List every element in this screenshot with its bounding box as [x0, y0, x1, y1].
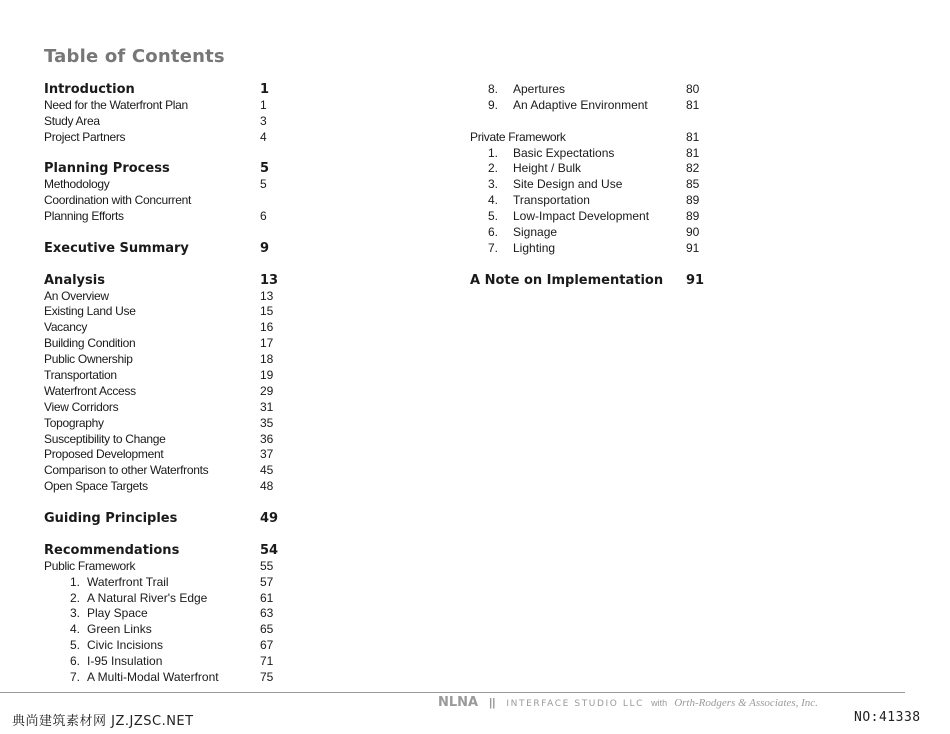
- page-title: Table of Contents: [44, 46, 225, 67]
- toc-page-number: 5: [260, 161, 270, 177]
- toc-entry-number: 2.: [69, 590, 80, 605]
- footer-with: with: [651, 698, 668, 708]
- toc-entry: [470, 225, 720, 241]
- toc-entry: [44, 114, 294, 130]
- toc-entry: [44, 638, 294, 654]
- toc-entry-label: Vacancy: [44, 320, 88, 335]
- toc-spacer: [44, 146, 294, 162]
- toc-entry-label: Transportation: [513, 193, 590, 208]
- toc-section-heading: [44, 511, 294, 527]
- toc-right-column: [470, 82, 720, 289]
- toc-page-number: 15: [260, 304, 274, 319]
- toc-page-number: 91: [686, 240, 700, 255]
- watermark-number: NO:41338: [854, 710, 921, 725]
- toc-entry-label: Coordination with Concurrent: [44, 193, 192, 208]
- watermark-site: 典尚建筑素材网 JZ.JZSC.NET: [12, 714, 194, 729]
- toc-entry: [470, 82, 720, 98]
- footer-divider: [0, 692, 905, 693]
- toc-page-number: 48: [260, 479, 274, 494]
- toc-entry-label: Planning Efforts: [44, 209, 124, 224]
- toc-entry-label: Green Links: [87, 622, 152, 637]
- toc-entry: [44, 130, 294, 146]
- toc-entry-label: A Multi-Modal Waterfront: [87, 669, 219, 684]
- toc-heading-label: Analysis: [44, 272, 105, 288]
- toc-entry: [44, 654, 294, 670]
- toc-entry: [44, 591, 294, 607]
- toc-page-number: 71: [260, 654, 274, 669]
- toc-heading-label: Introduction: [44, 82, 135, 97]
- toc-entry: [470, 193, 720, 209]
- toc-entry-label: A Natural River's Edge: [87, 590, 208, 605]
- toc-entry: [470, 209, 720, 225]
- toc-spacer: [44, 257, 294, 273]
- toc-page-number: 1: [260, 82, 270, 97]
- toc-entry: [44, 352, 294, 368]
- toc-page-number: 61: [260, 590, 274, 605]
- footer-nlna-logo: NLNA: [438, 695, 479, 710]
- toc-section-heading: [44, 82, 294, 98]
- toc-entry: [44, 575, 294, 591]
- footer-separator: ||: [489, 697, 496, 709]
- toc-left-column: [44, 82, 294, 686]
- toc-page-number: 80: [686, 82, 700, 96]
- toc-entry: [44, 622, 294, 638]
- toc-entry-label: Play Space: [87, 606, 148, 621]
- toc-page-number: 82: [686, 161, 700, 176]
- toc-page-number: 81: [686, 129, 700, 144]
- toc-entry-number: 9.: [487, 97, 498, 112]
- toc-entry: [44, 559, 294, 575]
- footer-credits: [438, 695, 818, 710]
- toc-entry: [44, 416, 294, 432]
- toc-entry-label: Susceptibility to Change: [44, 431, 166, 446]
- toc-entry: [44, 447, 294, 463]
- toc-page-number: 90: [686, 225, 700, 240]
- toc-page-number: 35: [260, 415, 274, 430]
- toc-page-number: 17: [260, 336, 274, 351]
- toc-spacer: [44, 527, 294, 543]
- toc-page-number: 85: [686, 177, 700, 192]
- toc-page-number: 49: [260, 511, 279, 527]
- toc-page-number: 36: [260, 431, 274, 446]
- toc-spacer: [470, 257, 720, 273]
- toc-page-number: 65: [260, 622, 274, 637]
- toc-page-number: 89: [686, 193, 700, 208]
- toc-page-number: 1: [260, 97, 267, 112]
- toc-page-number: 19: [260, 368, 274, 383]
- toc-page-number: 6: [260, 209, 267, 224]
- toc-page-number: 55: [260, 558, 274, 573]
- toc-entry-label: Basic Expectations: [513, 145, 615, 160]
- toc-entry: [470, 241, 720, 257]
- toc-heading-label: Recommendations: [44, 542, 180, 558]
- toc-entry: [44, 368, 294, 384]
- toc-entry: [44, 400, 294, 416]
- toc-entry-label: View Corridors: [44, 399, 119, 414]
- toc-entry: [44, 193, 294, 209]
- toc-entry-number: 3.: [487, 177, 498, 192]
- toc-entry: [470, 146, 720, 162]
- toc-entry-number: 8.: [487, 82, 498, 96]
- toc-entry: [470, 177, 720, 193]
- toc-entry: [44, 432, 294, 448]
- toc-page-number: 63: [260, 606, 274, 621]
- toc-page-number: 18: [260, 352, 274, 367]
- toc-page-number: 4: [260, 129, 267, 144]
- toc-section-heading: [44, 543, 294, 559]
- toc-entry-label: Transportation: [44, 368, 117, 383]
- footer-studio-name: INTERFACE STUDIO LLC: [506, 699, 645, 709]
- toc-entry-label: I-95 Insulation: [87, 654, 163, 669]
- toc-entry-label: Open Space Targets: [44, 479, 148, 494]
- toc-entry-label: Civic Incisions: [87, 638, 164, 653]
- toc-entry: [44, 304, 294, 320]
- toc-entry-label: An Adaptive Environment: [513, 97, 648, 112]
- toc-entry: [470, 161, 720, 177]
- toc-section-heading: [44, 273, 294, 289]
- toc-section-heading: [470, 273, 720, 289]
- toc-entry-label: Public Framework: [44, 558, 136, 573]
- toc-entry: [44, 177, 294, 193]
- toc-entry-number: 3.: [69, 606, 80, 621]
- toc-entry: [44, 289, 294, 305]
- toc-entry-label: Building Condition: [44, 336, 136, 351]
- toc-page-number: 81: [686, 97, 700, 112]
- toc-entry-number: 7.: [69, 669, 80, 684]
- toc-entry-label: Apertures: [513, 82, 566, 96]
- toc-entry-label: Project Partners: [44, 129, 126, 144]
- toc-entry-label: Public Ownership: [44, 352, 133, 367]
- toc-entry-label: Low-Impact Development: [513, 209, 650, 224]
- toc-page-number: 16: [260, 320, 274, 335]
- toc-entry-label: Comparison to other Waterfronts: [44, 463, 209, 478]
- toc-heading-label: A Note on Implementation: [470, 272, 664, 288]
- toc-entry-number: 1.: [69, 574, 80, 589]
- toc-page-number: 75: [260, 669, 274, 684]
- toc-entry-label: Site Design and Use: [513, 177, 623, 192]
- toc-entry-label: Proposed Development: [44, 447, 164, 462]
- toc-entry-number: 4.: [69, 622, 80, 637]
- toc-entry-number: 7.: [487, 240, 498, 255]
- toc-page-number: 31: [260, 399, 274, 414]
- toc-entry: [470, 98, 720, 114]
- footer-partner-name: Orth-Rodgers & Associates, Inc.: [674, 697, 818, 709]
- toc-entry-number: 6.: [487, 225, 498, 240]
- toc-entry-label: Study Area: [44, 113, 100, 128]
- toc-page-number: 3: [260, 113, 267, 128]
- toc-page-number: 81: [686, 145, 700, 160]
- toc-heading-label: Executive Summary: [44, 240, 189, 256]
- toc-entry: [44, 98, 294, 114]
- toc-entry: [44, 209, 294, 225]
- toc-entry-number: 4.: [487, 193, 498, 208]
- toc-entry: [470, 130, 720, 146]
- toc-entry-label: Private Framework: [470, 129, 566, 144]
- toc-entry-label: Waterfront Access: [44, 383, 136, 398]
- toc-page-number: 9: [260, 240, 270, 256]
- toc-page-number: 29: [260, 383, 274, 398]
- toc-entry: [44, 479, 294, 495]
- toc-entry: [44, 336, 294, 352]
- toc-entry: [44, 320, 294, 336]
- toc-spacer: [44, 495, 294, 511]
- toc-page-number: 45: [260, 463, 274, 478]
- toc-heading-label: Planning Process: [44, 161, 170, 177]
- toc-page-number: 91: [686, 272, 705, 288]
- toc-entry: [44, 384, 294, 400]
- toc-entry-label: Lighting: [513, 240, 556, 255]
- toc-entry-label: Height / Bulk: [513, 161, 582, 176]
- toc-spacer: [470, 114, 720, 130]
- toc-page-number: 13: [260, 272, 279, 288]
- toc-section-heading: [44, 241, 294, 257]
- toc-entry-number: 6.: [69, 654, 80, 669]
- toc-entry-label: Waterfront Trail: [87, 574, 169, 589]
- toc-heading-label: Guiding Principles: [44, 511, 178, 527]
- toc-spacer: [44, 225, 294, 241]
- toc-entry-label: Existing Land Use: [44, 304, 136, 319]
- toc-page-number: 89: [686, 209, 700, 224]
- toc-entry-label: Signage: [513, 225, 558, 240]
- toc-page-number: 57: [260, 574, 274, 589]
- toc-entry: [44, 670, 294, 686]
- toc-entry-label: Need for the Waterfront Plan: [44, 97, 188, 112]
- toc-entry-number: 2.: [487, 161, 498, 176]
- toc-entry-number: 1.: [487, 145, 498, 160]
- toc-entry-number: 5.: [69, 638, 80, 653]
- toc-section-heading: [44, 161, 294, 177]
- toc-entry-number: 5.: [487, 209, 498, 224]
- toc-page-number: 13: [260, 288, 274, 303]
- toc-entry: [44, 606, 294, 622]
- toc-entry-label: Methodology: [44, 177, 110, 192]
- toc-page-number: 54: [260, 542, 279, 558]
- toc-entry: [44, 463, 294, 479]
- toc-entry-label: Topography: [44, 415, 104, 430]
- toc-entry-label: An Overview: [44, 288, 109, 303]
- toc-page-number: 5: [260, 177, 267, 192]
- toc-page-number: 37: [260, 447, 274, 462]
- toc-page-number: 67: [260, 638, 274, 653]
